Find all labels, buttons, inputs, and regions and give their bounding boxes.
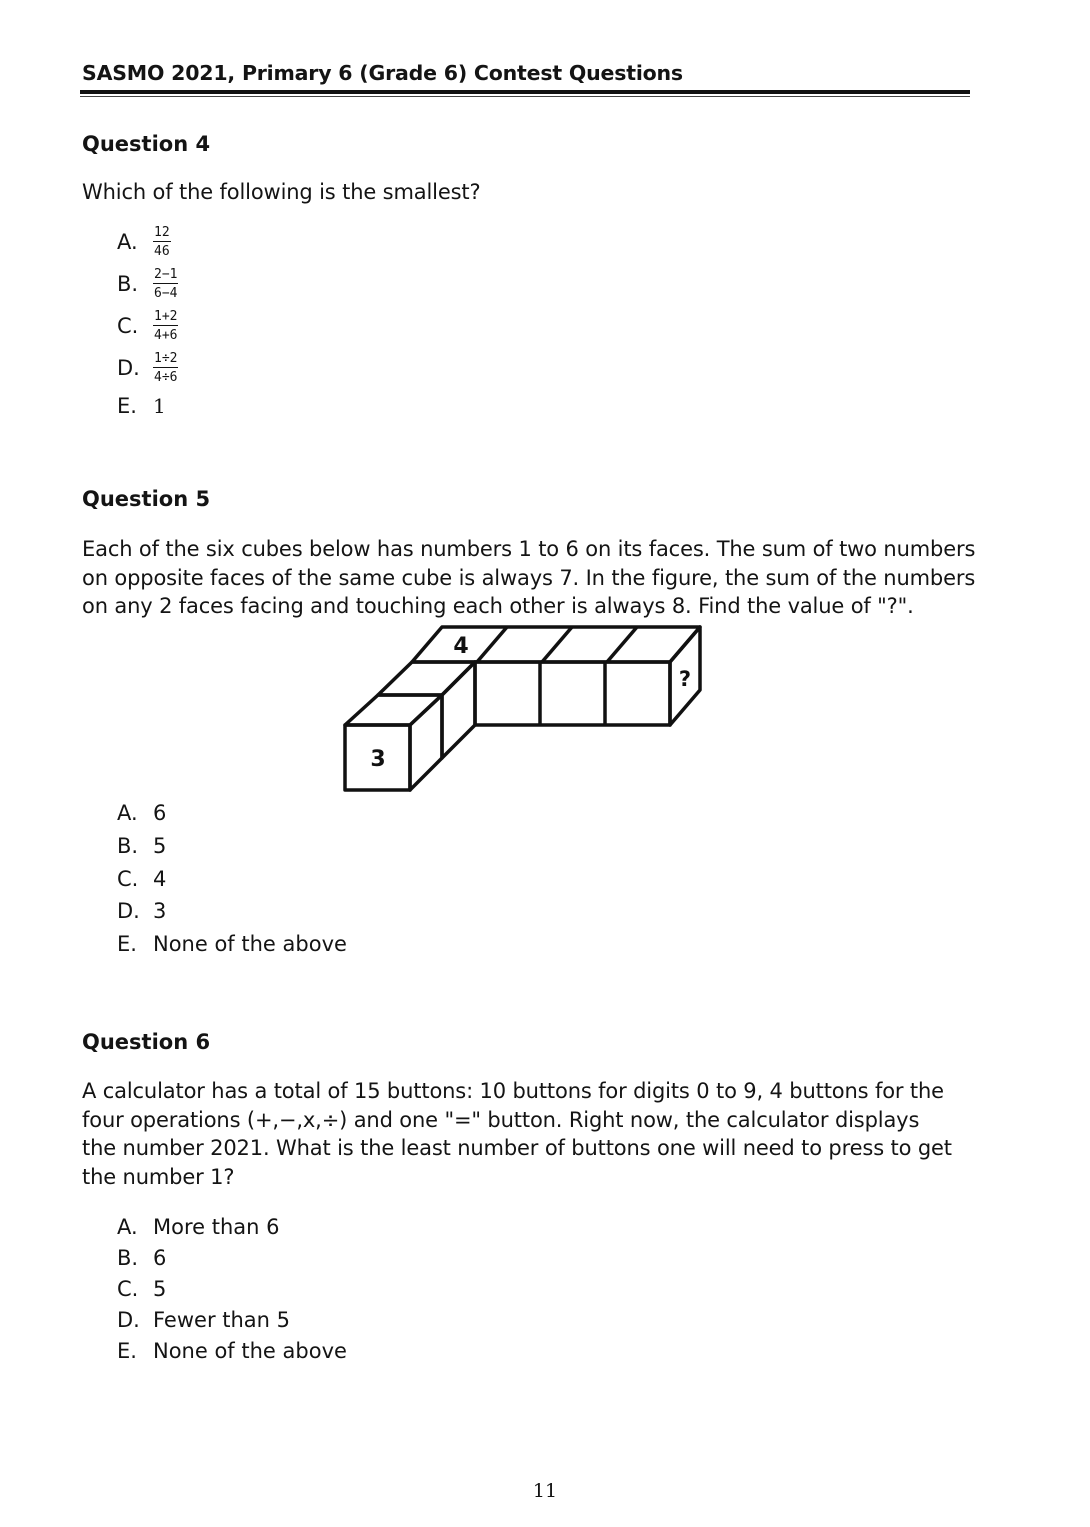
option-value: 1 <box>153 394 166 418</box>
q4-option-e <box>117 394 166 418</box>
fraction <box>153 225 171 259</box>
fraction <box>153 309 178 343</box>
fraction-numerator: 1÷2 <box>154 351 178 366</box>
q4-option-d <box>117 351 178 385</box>
option-value: 4 <box>153 867 167 891</box>
option-value: 5 <box>153 834 167 858</box>
back-row-front <box>475 662 670 725</box>
option-letter: C. <box>117 867 139 891</box>
option-value: 6 <box>153 801 167 825</box>
option-letter: A. <box>117 801 138 825</box>
q5-option-a <box>117 801 166 825</box>
q5-option-d <box>117 899 166 923</box>
q6-option-b <box>117 1246 166 1270</box>
option-value: None of the above <box>153 932 347 956</box>
page-number: 11 <box>532 1480 558 1502</box>
fraction-denominator: 46 <box>154 244 170 259</box>
option-letter: D. <box>117 356 140 380</box>
fraction-numerator: 1+2 <box>154 309 178 324</box>
option-letter: E. <box>117 932 137 956</box>
q6-option-a <box>117 1215 280 1239</box>
option-value: 3 <box>153 899 167 923</box>
option-letter: B. <box>117 1246 139 1270</box>
option-letter: E. <box>117 1339 137 1363</box>
fraction <box>153 267 178 301</box>
text-line: the number 2021. What is the least number of buttons one will need to press to get <box>82 1136 952 1160</box>
q6-option-d <box>117 1308 290 1332</box>
q4-option-b <box>117 267 178 301</box>
header-rule-thin <box>80 96 970 97</box>
option-value: 5 <box>153 1277 167 1301</box>
option-letter: A. <box>117 230 138 254</box>
option-value: More than 6 <box>153 1215 280 1239</box>
text-line: A calculator has a total of 15 buttons: 10 buttons for digits 0 to 9, 4 buttons for the <box>82 1079 944 1103</box>
option-letter: B. <box>117 834 139 858</box>
option-letter: A. <box>117 1215 138 1239</box>
q6-option-c <box>117 1277 166 1301</box>
top-divider <box>542 627 572 662</box>
text-line: on opposite faces of the same cube is always 7. In the figure, the sum of the numbers <box>82 565 976 590</box>
label-question: ? <box>678 667 692 691</box>
top-divider <box>477 627 507 662</box>
top-divider <box>607 627 637 662</box>
option-letter: D. <box>117 1308 140 1332</box>
question-5-text <box>82 535 982 621</box>
fraction-numerator: 12 <box>154 225 170 240</box>
option-letter: C. <box>117 314 139 338</box>
q6-option-e <box>117 1339 347 1363</box>
question-5-title: Question 5 <box>82 487 211 511</box>
q5-option-b <box>117 834 166 858</box>
text-line: the number 1? <box>82 1164 235 1189</box>
label-four: 4 <box>453 634 469 659</box>
option-letter: D. <box>117 899 140 923</box>
option-value: None of the above <box>153 1339 347 1363</box>
header-rule <box>80 90 970 94</box>
option-value: Fewer than 5 <box>153 1308 291 1332</box>
question-6-text <box>82 1077 982 1191</box>
option-letter: C. <box>117 1277 139 1301</box>
cube-figure <box>340 624 710 796</box>
fraction <box>153 351 178 385</box>
text-line: four operations (+,−,x,÷) and one "=" button. Right now, the calculator displays <box>82 1107 920 1132</box>
front-cube-side <box>410 695 442 790</box>
page-header-title: SASMO 2021, Primary 6 (Grade 6) Contest Questions <box>82 61 683 85</box>
option-letter: B. <box>117 272 139 296</box>
text-line: Each of the six cubes below has numbers 1 to 6 on its faces. The sum of two numbers <box>82 537 976 561</box>
fraction-denominator: 6−4 <box>154 286 178 301</box>
label-three: 3 <box>370 747 386 772</box>
question-4-text: Which of the following is the smallest? <box>82 180 481 204</box>
fraction-denominator: 4+6 <box>154 328 178 343</box>
q4-option-c <box>117 309 178 343</box>
fraction-numerator: 2−1 <box>154 267 178 282</box>
option-value: 6 <box>153 1246 167 1270</box>
question-6-title: Question 6 <box>82 1030 211 1054</box>
option-letter: E. <box>117 394 137 418</box>
q5-option-e <box>117 932 347 956</box>
question-4-title: Question 4 <box>82 132 211 156</box>
middle-cube-side <box>442 662 475 758</box>
q5-option-c <box>117 867 166 891</box>
q4-option-a <box>117 225 171 259</box>
text-line: on any 2 faces facing and touching each other is always 8. Find the value of "?". <box>82 594 914 618</box>
fraction-denominator: 4÷6 <box>154 370 178 385</box>
